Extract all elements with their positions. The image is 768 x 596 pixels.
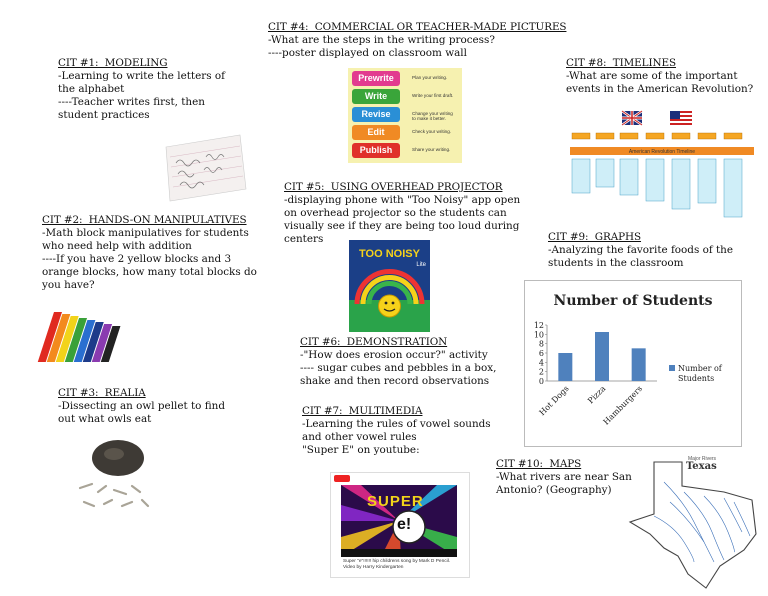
too-noisy-app-image: [349, 240, 430, 332]
x-tick-label: Hamburgers: [601, 384, 645, 427]
cit4-heading: CIT #4: COMMERCIAL OR TEACHER-MADE PICTURES: [268, 21, 567, 33]
cit4-block: [268, 21, 568, 60]
cit3-line-1: -Dissecting an owl pellet to find out what owls eat: [58, 400, 229, 425]
y-tick-label: 12: [533, 321, 544, 330]
texas-rivers-map: [624, 452, 764, 592]
writing-step-edit: [352, 125, 457, 140]
y-tick-label: 2: [538, 367, 544, 377]
writing-step-desc: Change your writing to make it better.: [412, 111, 453, 121]
writing-step-desc: Write your first draft.: [412, 93, 454, 98]
cit9-heading: CIT #9: GRAPHS: [548, 231, 642, 243]
writing-step-label: Write: [352, 89, 400, 104]
video-title-text: SUPER: [367, 493, 424, 510]
y-tick-label: 4: [538, 358, 544, 368]
writing-step-label: Prewrite: [352, 71, 400, 86]
x-tick-label: Hot Dogs: [537, 384, 571, 418]
legend-swatch: [669, 365, 675, 371]
timeline-title: American Revolution Timeline: [628, 149, 696, 155]
owl-pellet-image: [70, 436, 156, 516]
cit5-block: [284, 181, 524, 246]
writing-step-desc: Plan your writing.: [412, 75, 448, 80]
cit10-block: [496, 458, 636, 497]
writing-step-desc: Share your writing.: [412, 147, 451, 152]
cit6-block: [300, 336, 500, 388]
writing-step-label: Publish: [352, 143, 400, 158]
y-tick-label: 10: [533, 330, 544, 340]
cit2-block: [42, 214, 264, 292]
bar-hamburgers: [632, 348, 646, 381]
youtube-logo-icon: [334, 475, 350, 482]
writing-step-label: Edit: [352, 125, 400, 140]
video-caption: Super "e"!!!!!! hip childrens song by Mark D Pencil. Video by Harry Kindergarten: [343, 559, 451, 570]
cit7-line-2: "Super E" on youtube:: [302, 444, 420, 456]
writing-process-poster: [348, 68, 462, 163]
map-subtitle: Major Rivers: [688, 456, 717, 462]
bar-chart: [524, 280, 742, 447]
cit10-line-1: -What rivers are near San Antonio? (Geography): [496, 471, 636, 496]
cit4-line-1: -What are the steps in the writing process?: [268, 34, 495, 46]
cit1-line-1: -Learning to write the letters of the alphabet: [58, 70, 229, 95]
writing-step-prewrite: [352, 71, 457, 86]
y-tick-label: 0: [538, 377, 544, 386]
y-tick-label: 6: [538, 349, 544, 358]
math-blocks-image: [36, 294, 134, 374]
cit7-heading: CIT #7: MULTIMEDIA: [302, 405, 423, 417]
cit8-heading: CIT #8: TIMELINES: [566, 57, 676, 69]
revolution-timeline-image: [566, 103, 758, 223]
map-title: Texas: [686, 461, 717, 472]
cit2-line-2: ----If you have 2 yellow blocks and 3 orange blocks, how many total blocks do you have?: [42, 253, 261, 291]
writing-step-write: [352, 89, 457, 104]
youtube-video-thumbnail[interactable]: [330, 472, 470, 578]
handwriting-paper-image: [160, 133, 248, 203]
video-letter-text: e!: [397, 516, 412, 533]
cit8-block: [566, 57, 761, 96]
writing-step-publish: [352, 143, 457, 158]
cit2-heading: CIT #2: HANDS-ON MANIPULATIVES: [42, 214, 247, 226]
cit5-heading: CIT #5: USING OVERHEAD PROJECTOR: [284, 181, 503, 193]
cit9-line-1: -Analyzing the favorite foods of the students in the classroom: [548, 244, 737, 269]
writing-step-label: Revise: [352, 107, 400, 122]
cit8-line-1: -What are some of the important events in the American Revolution?: [566, 70, 754, 95]
cit1-line-2: ----Teacher writes first, then student practices: [58, 96, 209, 121]
cit1-heading: CIT #1: MODELING: [58, 57, 168, 69]
too-noisy-app-title: TOO NOISY: [359, 248, 420, 260]
writing-step-revise: [352, 107, 457, 122]
writing-step-desc: Check your writing.: [412, 129, 452, 134]
legend-label: Number of Students: [678, 364, 722, 383]
cit6-line-2: ---- sugar cubes and pebbles in a box, shake and then record observations: [300, 362, 500, 387]
cit3-heading: CIT #3: REALIA: [58, 387, 146, 399]
cit5-line-1: -displaying phone with "Too Noisy" app open on overhead projector so the students can visually see if they are being too loud during centers: [284, 194, 524, 245]
cit6-line-1: -"How does erosion occur?" activity: [300, 349, 488, 361]
cit7-block: [302, 405, 492, 457]
cit3-block: [58, 387, 228, 426]
cit1-block: [58, 57, 243, 122]
cit10-heading: CIT #10: MAPS: [496, 458, 582, 470]
y-tick-label: 8: [538, 339, 544, 349]
cit4-line-2: ----poster displayed on classroom wall: [268, 47, 467, 59]
bar-hot-dogs: [558, 353, 572, 381]
bar-pizza: [595, 332, 609, 381]
cit7-line-1: -Learning the rules of vowel sounds and other vowel rules: [302, 418, 494, 443]
cit9-block: [548, 231, 748, 270]
cit6-heading: CIT #6: DEMONSTRATION: [300, 336, 448, 348]
too-noisy-app-sub: Lite: [416, 262, 426, 268]
chart-title: Number of Students: [553, 293, 713, 309]
x-tick-label: Pizza: [586, 384, 608, 406]
cit2-line-1: -Math block manipulatives for students who need help with addition: [42, 227, 253, 252]
